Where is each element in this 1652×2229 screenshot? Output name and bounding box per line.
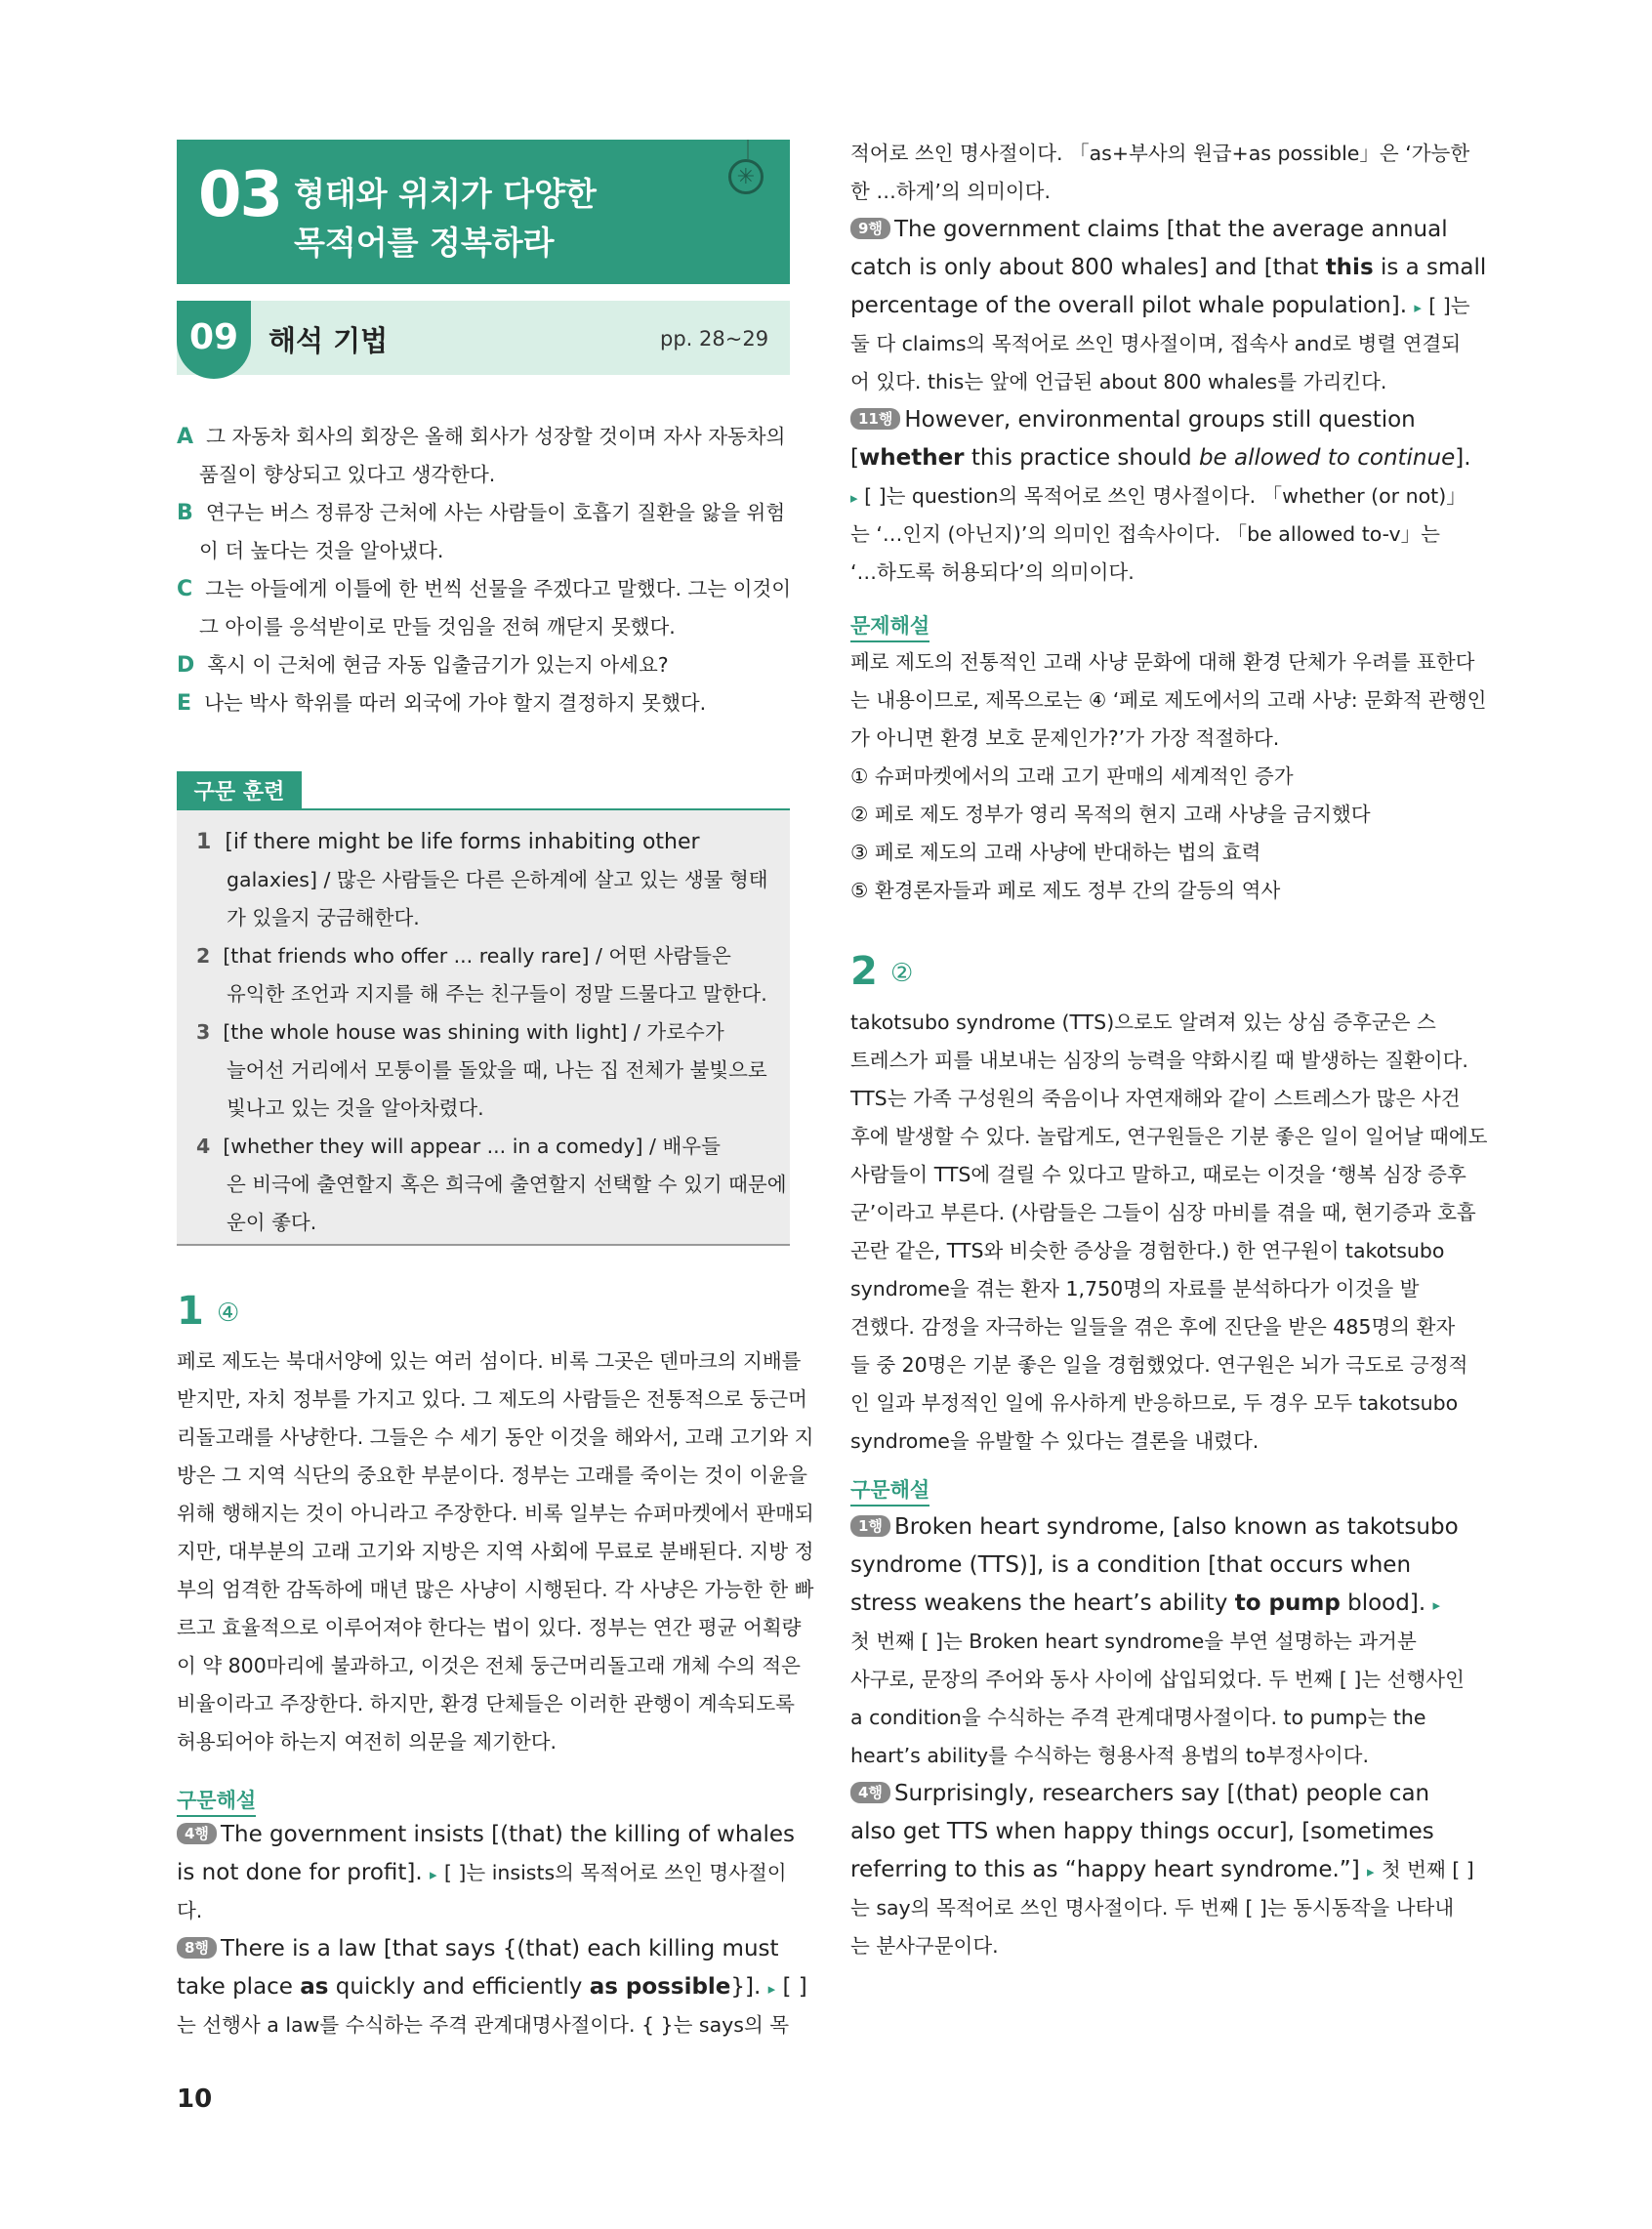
answer-2-body-line: takotsubo syndrome (TTS)으로도 알려져 있는 상심 증후군은 스 [850, 1011, 1436, 1034]
grammar-9-line2: catch is only about 800 whales] and [that this is a small [850, 255, 1487, 280]
triangle-icon: ▸ [1366, 1863, 1375, 1880]
answer-1-body-line: 비율이라고 주장한다. 하지만, 환경 단체들은 이러한 관행이 계속되도록 [177, 1692, 795, 1715]
grammar-11-line3: ▸ [ ]는 question의 목적어로 쓰인 명사절이다. 「whether (or not)」 [850, 484, 1466, 508]
triangle-icon: ▸ [1432, 1596, 1440, 1614]
grammar-1-line2: syndrome (TTS)], is a condition [that occurs when [850, 1552, 1412, 1578]
drill-item-4-l2: 은 비극에 출연할지 혹은 희극에 출연할지 선택할 수 있기 때문에 [227, 1173, 787, 1196]
drill-item-1-l3: 가 있을지 궁금해한다. [227, 906, 420, 929]
grammar-4-line2: is not done for profit]. ▸ [ ]는 insists의 목적어로 쓰인 명사절이 [177, 1860, 787, 1885]
grammar-4-line1: 4행 The government insists [(that) the killing of whales [177, 1816, 795, 1854]
answer-1-body-line: 르고 효율적으로 이루어져야 한다는 법이 있다. 정부는 연간 평균 어획량 [177, 1616, 802, 1639]
answer-1-body-line: 지만, 대부분의 고래 고기와 지방은 지역 사회에 무료로 분배된다. 지방 정 [177, 1540, 814, 1563]
grammar-9-line1: 9행 The government claims [that the average annual [850, 211, 1448, 249]
section-pages: pp. 28~29 [660, 327, 769, 351]
sentence-a-cont: 품질이 향상되고 있다고 생각한다. [199, 463, 496, 486]
grammar-1-line1: 1행 Broken heart syndrome, [also known as takotsubo [850, 1508, 1459, 1547]
answer-1-body-line: 방은 그 지역 식단의 중요한 부분이다. 정부는 고래를 죽이는 것이 이윤을 [177, 1464, 807, 1487]
chapter-title-line2: 목적어를 정복하라 [294, 224, 555, 262]
problem-line1: 페로 제도의 전통적인 고래 사냥 문화에 대해 환경 단체가 우려를 표한다 [850, 650, 1475, 674]
option-1: ① 슈퍼마켓에서의 고래 고기 판매의 세계적인 증가 [850, 764, 1294, 788]
line-tag: 1행 [850, 1515, 890, 1537]
answer-2-choice: ② [890, 959, 914, 988]
option-5: ⑤ 환경론자들과 페로 제도 정부 간의 갈등의 역사 [850, 879, 1281, 902]
problem-line3: 가 아니면 환경 보호 문제인가?’가 가장 적절하다. [850, 726, 1280, 750]
answer-1-body-line: 허용되어야 하는지 여전히 의문을 제기한다. [177, 1730, 558, 1754]
problem-line2: 는 내용이므로, 제목으로는 ④ ‘페로 제도에서의 고래 사냥: 문화적 관행인 [850, 688, 1487, 712]
grammar-9-line3: percentage of the overall pilot whale population]. ▸ [ ]는 [850, 293, 1470, 318]
chapter-title-line1: 형태와 위치가 다양한 [294, 175, 597, 213]
answer-1-body-line: 위해 행해지는 것이 아니라고 주장한다. 비록 일부는 슈퍼마켓에서 판매되 [177, 1502, 814, 1525]
answer-2-body-line: 군’이라고 부른다. (사람들은 그들이 심장 마비를 겪을 때, 현기증과 호흡 [850, 1201, 1476, 1224]
answer-2-body-line: 견했다. 감정을 자극하는 일들을 겪은 후에 진단을 받은 485명의 환자 [850, 1315, 1456, 1339]
chapter-number: 03 [198, 159, 282, 231]
grammar-8-line3: 는 선행사 a law를 수식하는 주격 관계대명사절이다. { }는 says의 목 [177, 2013, 790, 2037]
grammar-4b-line5: 는 분사구문이다. [850, 1934, 999, 1958]
problem-head: 문제해설 [850, 610, 929, 642]
grammar-head-2: 구문해설 [850, 1474, 929, 1507]
answer-2-number: 2 [850, 949, 878, 994]
answer-1-choice: ④ [217, 1299, 240, 1328]
drill-item-1: 1 [if there might be life forms inhabiting other [196, 830, 700, 854]
sentence-b-cont: 이 더 높다는 것을 알아냈다. [199, 539, 444, 562]
option-2: ② 페로 제도 정부가 영리 목적의 현지 고래 사냥을 금지했다 [850, 803, 1371, 826]
drill-item-4: 4 [whether they will appear ... in a comedy] / 배우들 [196, 1135, 721, 1158]
page-number: 10 [177, 2085, 213, 2114]
ornament-string [747, 140, 749, 159]
drill-item-3-l2: 늘어선 거리에서 모퉁이를 돌았을 때, 나는 집 전체가 불빛으로 [227, 1058, 767, 1082]
answer-2-body-line: 곤란 같은, TTS와 비슷한 증상을 경험한다.) 한 연구원이 takotsubo [850, 1239, 1445, 1262]
answer-2-body-line: 인 일과 부정적인 일에 유사하게 반응하므로, 두 경우 모두 takotsubo [850, 1391, 1459, 1415]
grammar-1-line3: stress weakens the heart’s ability to pump blood]. ▸ [850, 1590, 1440, 1616]
triangle-icon: ▸ [1414, 299, 1422, 316]
answer-2-body-line: 트레스가 피를 내보내는 심장의 능력을 약화시킬 때 발생하는 질환이다. [850, 1049, 1468, 1072]
grammar-11-line2: [whether this practice should be allowed to continue]. [850, 445, 1471, 471]
grammar-4b-line4: 는 say의 목적어로 쓰인 명사절이다. 두 번째 [ ]는 동시동작을 나타내 [850, 1896, 1455, 1919]
answer-1-number: 1 [177, 1289, 204, 1334]
grammar-9-line5: 어 있다. this는 앞에 언급된 about 800 whales를 가리킨다. [850, 370, 1387, 393]
sentence-d: D 혹시 이 근처에 현금 자동 입출금기가 있는지 아세요? [177, 653, 669, 678]
sentence-c-cont: 그 아이를 응석받이로 만들 것임을 전혀 깨닫지 못했다. [199, 615, 676, 639]
sentence-c: C 그는 아들에게 이틀에 한 번씩 선물을 주겠다고 말했다. 그는 이것이 [177, 577, 792, 601]
line-tag: 4행 [177, 1823, 217, 1844]
right-cont-1: 적어로 쓰인 명사절이다. 「as+부사의 원급+as possible」은 ‘가능한 [850, 142, 1470, 165]
grammar-4b-line1: 4행 Surprisingly, researchers say [(that) people can [850, 1775, 1429, 1813]
line-tag: 9행 [850, 218, 890, 239]
answer-1-body-line: 받지만, 자치 정부를 가지고 있다. 그 제도의 사람들은 전통적으로 둥근머 [177, 1387, 807, 1411]
star-ornament-icon: ✳ [728, 159, 764, 194]
drill-item-4-l3: 운이 좋다. [227, 1211, 317, 1234]
triangle-icon: ▸ [850, 489, 858, 507]
sentence-e: E 나는 박사 학위를 따러 외국에 가야 할지 결정하지 못했다. [177, 691, 707, 716]
line-tag: 11행 [850, 408, 900, 430]
drill-item-2: 2 [that friends who offer ... really rare] / 어떤 사람들은 [196, 944, 731, 968]
grammar-4b-line3: referring to this as “happy heart syndrome.”] ▸ 첫 번째 [ ] [850, 1857, 1474, 1882]
drill-tag: 구문 훈련 [177, 771, 302, 808]
grammar-9-line4: 둘 다 claims의 목적어로 쓰인 명사절이며, 접속사 and로 병렬 연결되 [850, 332, 1462, 355]
grammar-4-line3: 다. [177, 1899, 203, 1922]
answer-2-body-line: 사람들이 TTS에 걸릴 수 있다고 말하고, 때로는 이것을 ‘행복 심장 증후 [850, 1163, 1466, 1186]
grammar-8-line1: 8행 There is a law [that says {(that) each killing must [177, 1930, 779, 1968]
answer-2-body-line: syndrome을 유발할 수 있다는 결론을 내렸다. [850, 1429, 1260, 1453]
answer-2-body-line: 후에 발생할 수 있다. 놀랍게도, 연구원들은 기분 좋은 일이 일어날 때에도 [850, 1125, 1488, 1148]
answer-2-body-line: TTS는 가족 구성원의 죽음이나 자연재해와 같이 스트레스가 많은 사건 [850, 1087, 1461, 1110]
drill-item-2-l2: 유익한 조언과 지지를 해 주는 친구들이 정말 드물다고 말한다. [227, 982, 767, 1006]
grammar-head-1: 구문해설 [177, 1785, 256, 1817]
grammar-1-line7: heart’s ability를 수식하는 형용사적 용법의 to부정사이다. [850, 1744, 1369, 1767]
right-cont-2: 한 …하게’의 의미이다. [850, 180, 1051, 203]
answer-1-body-line: 리돌고래를 사냥한다. 그들은 수 세기 동안 이것을 해와서, 고래 고기와 지 [177, 1425, 814, 1449]
answer-1-body-line: 페로 제도는 북대서양에 있는 여러 섬이다. 비록 그곳은 덴마크의 지배를 [177, 1349, 802, 1373]
triangle-icon: ▸ [430, 1866, 437, 1883]
answer-1-body-line: 이 약 800마리에 불과하고, 이것은 전체 둥근머리돌고래 개체 수의 적은 [177, 1654, 801, 1677]
line-tag: 8행 [177, 1937, 217, 1959]
section-title: 해석 기법 [268, 324, 389, 357]
grammar-4b-line2: also get TTS when happy things occur], [sometimes [850, 1819, 1434, 1844]
grammar-1-line5: 사구로, 문장의 주어와 동사 사이에 삽입되었다. 두 번째 [ ]는 선행사인 [850, 1668, 1465, 1691]
drill-item-3: 3 [the whole house was shining with light] / 가로수가 [196, 1020, 724, 1044]
grammar-1-line4: 첫 번째 [ ]는 Broken heart syndrome을 부연 설명하는 과거분 [850, 1630, 1417, 1653]
sentence-a: A 그 자동차 회사의 회장은 올해 회사가 성장할 것이며 자사 자동차의 [177, 425, 786, 449]
section-number: 09 [177, 301, 251, 379]
drill-item-1-l2: galaxies] / 많은 사람들은 다른 은하계에 살고 있는 생물 형태 [227, 868, 768, 891]
grammar-11-line1: 11행 However, environmental groups still question [850, 401, 1416, 439]
grammar-11-line4: 는 ‘…인지 (아닌지)’의 의미인 접속사이다. 「be allowed to-v」는 [850, 522, 1440, 546]
line-tag: 4행 [850, 1782, 890, 1803]
answer-1-body-line: 부의 엄격한 감독하에 매년 많은 사냥이 시행된다. 각 사냥은 가능한 한 빠 [177, 1578, 814, 1601]
grammar-8-line2: take place as quickly and efficiently as possible}]. ▸ [ ] [177, 1974, 807, 2000]
grammar-11-line5: ‘…하도록 허용되다’의 의미이다. [850, 560, 1135, 584]
answer-2-body-line: 들 중 20명은 기분 좋은 일을 경험했었다. 연구원은 뇌가 극도로 긍정적 [850, 1353, 1468, 1377]
chapter-banner [177, 140, 790, 284]
answer-2-body-line: syndrome을 겪는 환자 1,750명의 자료를 분석하다가 이것을 발 [850, 1277, 1420, 1300]
option-3: ③ 페로 제도의 고래 사냥에 반대하는 법의 효력 [850, 841, 1261, 864]
drill-item-3-l3: 빛나고 있는 것을 알아차렸다. [227, 1096, 484, 1120]
grammar-1-line6: a condition을 수식하는 주격 관계대명사절이다. to pump는 the [850, 1706, 1426, 1729]
sentence-b: B 연구는 버스 정류장 근처에 사는 사람들이 호흡기 질환을 앓을 위험 [177, 501, 786, 525]
triangle-icon: ▸ [767, 1980, 776, 1998]
